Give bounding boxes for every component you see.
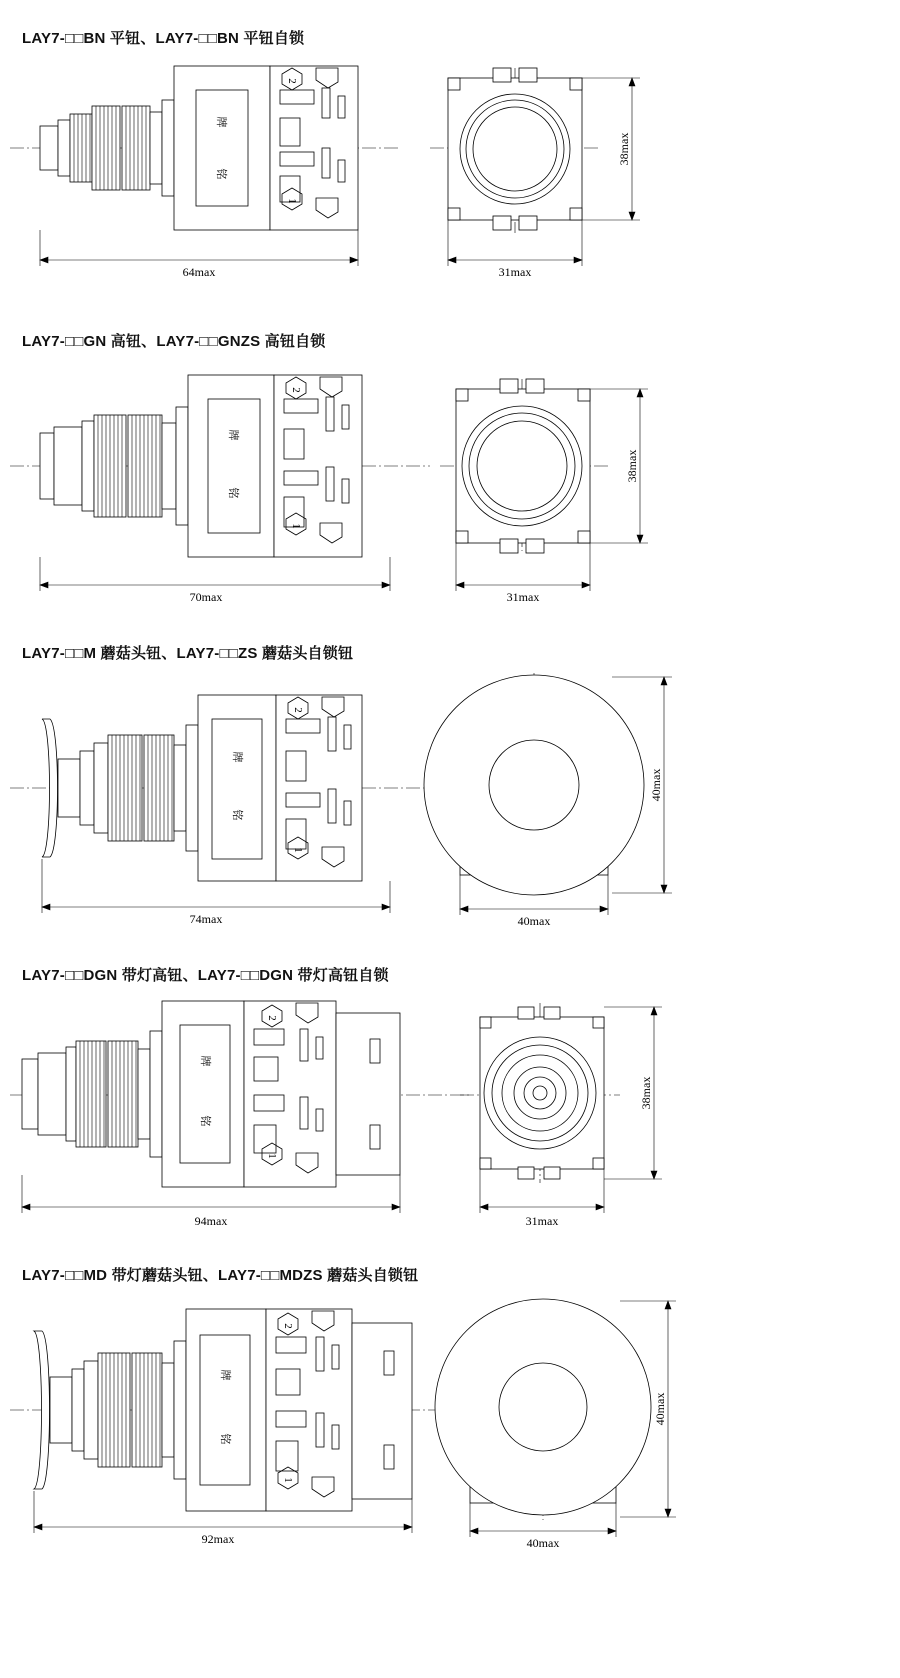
terminal-label-2: 2 bbox=[282, 1323, 294, 1329]
terminal-label-1: 1 bbox=[286, 198, 298, 204]
section-title-lay7-bn: LAY7-□□BN 平钮、LAY7-□□BN 平钮自锁 bbox=[22, 30, 305, 47]
section-body-lay7-m bbox=[0, 663, 900, 948]
plate-char-1: 牌 bbox=[231, 751, 244, 763]
section-lay7-bn bbox=[0, 0, 900, 325]
terminal-label-2: 2 bbox=[266, 1015, 278, 1021]
section-lay7-md bbox=[0, 1259, 900, 1639]
front-view-lay7-bn bbox=[430, 68, 640, 279]
section-title-lay7-md: LAY7-□□MD 带灯蘑菇头钮、LAY7-□□MDZS 蘑菇头自锁钮 bbox=[22, 1267, 419, 1284]
section-title-lay7-dgn: LAY7-□□DGN 带灯高钮、LAY7-□□DGN 带灯高钮自锁 bbox=[22, 967, 389, 984]
terminal-label-2: 2 bbox=[290, 387, 302, 393]
front-height-dimension-lay7-m: 40max bbox=[649, 768, 663, 802]
terminal-label-2: 2 bbox=[286, 78, 298, 84]
section-body-lay7-bn bbox=[0, 48, 900, 308]
side-view-lay7-md bbox=[10, 1309, 470, 1546]
plate-char-1: 牌 bbox=[199, 1055, 212, 1067]
side-view-lay7-m bbox=[10, 695, 430, 926]
drawing-lay7-gn bbox=[0, 351, 900, 626]
plate-char-2: 铭 bbox=[227, 487, 240, 499]
front-view-lay7-m bbox=[424, 673, 672, 928]
front-height-dimension-lay7-dgn: 38max bbox=[639, 1076, 653, 1110]
drawing-lay7-bn bbox=[0, 48, 900, 308]
drawing-lay7-md bbox=[0, 1285, 900, 1585]
front-view-lay7-gn bbox=[440, 379, 648, 604]
plate-char-2: 铭 bbox=[199, 1115, 212, 1127]
section-title-lay7-gn: LAY7-□□GN 高钮、LAY7-□□GNZS 高钮自锁 bbox=[22, 333, 326, 350]
front-width-dimension-lay7-m: 40max bbox=[517, 914, 551, 928]
section-body-lay7-md bbox=[0, 1285, 900, 1585]
side-dimension-lay7-md: 92max bbox=[201, 1532, 235, 1546]
front-height-dimension-lay7-gn: 38max bbox=[625, 449, 639, 483]
plate-char-2: 铭 bbox=[231, 809, 244, 821]
side-dimension-lay7-gn: 70max bbox=[189, 590, 223, 604]
plate-char-1: 牌 bbox=[227, 429, 240, 441]
front-width-dimension-lay7-bn: 31max bbox=[498, 265, 532, 279]
drawing-lay7-dgn bbox=[0, 985, 900, 1250]
terminal-label-1: 1 bbox=[292, 847, 304, 853]
section-lay7-dgn bbox=[0, 959, 900, 1259]
side-view-lay7-dgn bbox=[10, 1001, 470, 1228]
front-width-dimension-lay7-dgn: 31max bbox=[525, 1214, 559, 1228]
terminal-label-1: 1 bbox=[290, 523, 302, 529]
section-body-lay7-dgn bbox=[0, 985, 900, 1250]
side-view-lay7-gn bbox=[10, 375, 430, 604]
front-width-dimension-lay7-gn: 31max bbox=[506, 590, 540, 604]
side-dimension-lay7-bn: 64max bbox=[182, 265, 216, 279]
plate-char-2: 铭 bbox=[219, 1433, 232, 1445]
side-view-lay7-bn bbox=[10, 66, 400, 279]
plate-char-1: 牌 bbox=[219, 1369, 232, 1381]
front-view-lay7-md bbox=[435, 1299, 676, 1550]
section-body-lay7-gn bbox=[0, 351, 900, 626]
section-lay7-gn bbox=[0, 325, 900, 637]
plate-char-2: 铭 bbox=[215, 168, 228, 180]
terminal-label-1: 1 bbox=[266, 1153, 278, 1159]
front-height-dimension-lay7-bn: 38max bbox=[617, 132, 631, 166]
side-dimension-lay7-m: 74max bbox=[189, 912, 223, 926]
section-lay7-m bbox=[0, 637, 900, 959]
front-view-lay7-dgn bbox=[460, 1003, 662, 1228]
drawing-lay7-m bbox=[0, 663, 900, 948]
plate-char-1: 牌 bbox=[215, 116, 228, 128]
section-title-lay7-m: LAY7-□□M 蘑菇头钮、LAY7-□□ZS 蘑菇头自锁钮 bbox=[22, 645, 354, 662]
terminal-label-1: 1 bbox=[282, 1477, 294, 1483]
terminal-label-2: 2 bbox=[292, 707, 304, 713]
side-dimension-lay7-dgn: 94max bbox=[194, 1214, 228, 1228]
front-height-dimension-lay7-md: 40max bbox=[653, 1392, 667, 1426]
front-width-dimension-lay7-md: 40max bbox=[526, 1536, 560, 1550]
